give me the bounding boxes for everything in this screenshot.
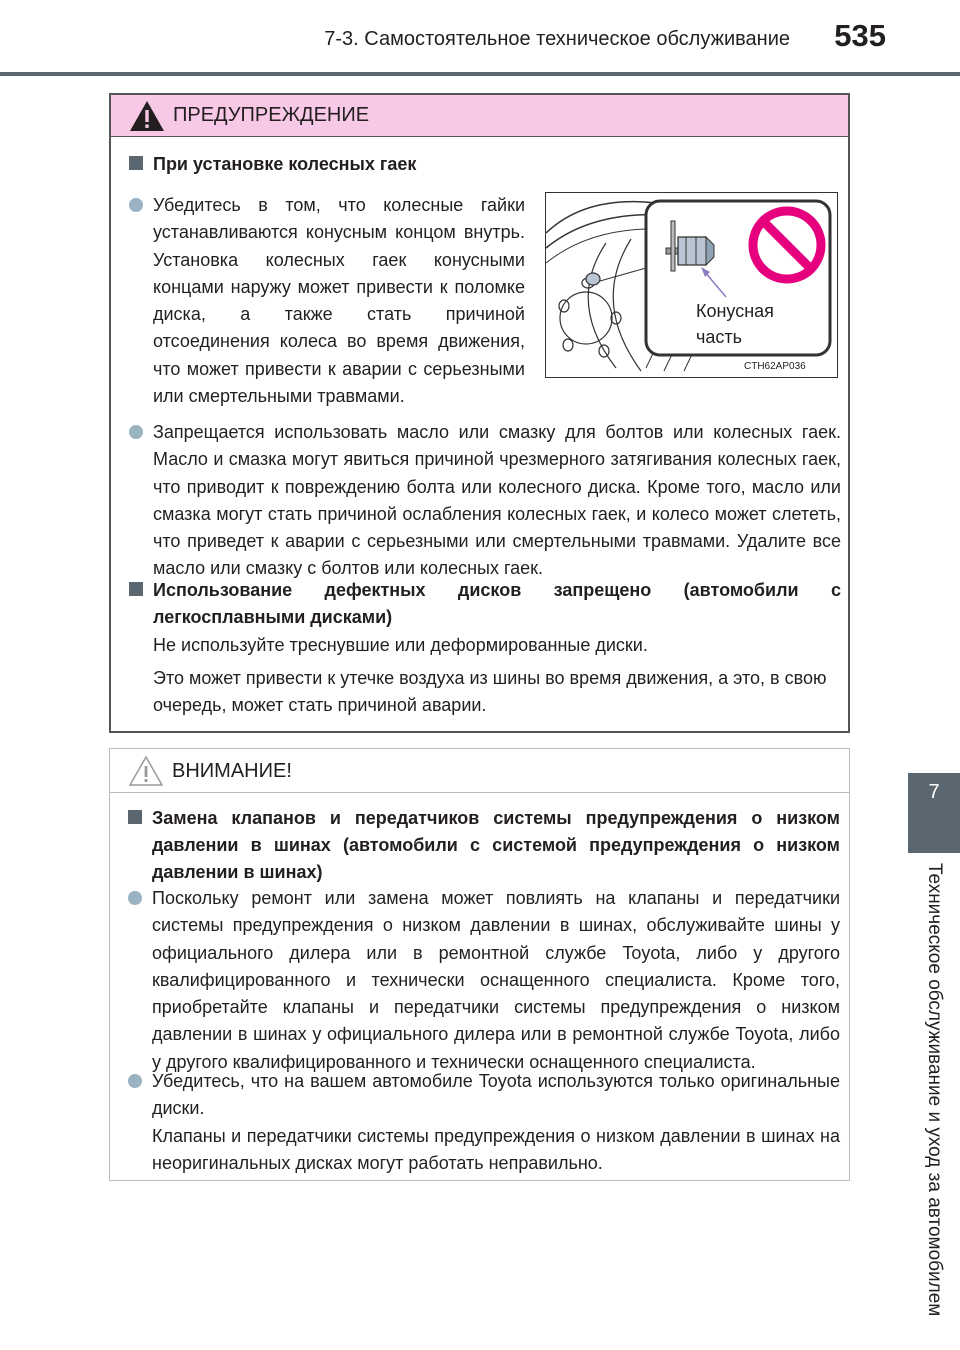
warning-heading: ПРЕДУПРЕЖДЕНИЕ	[173, 104, 370, 126]
section-defective-discs	[129, 577, 841, 631]
figure-code: CTH62AP036	[744, 361, 806, 372]
chapter-label: Техническое обслуживание и уход за автомобилем	[924, 863, 945, 1317]
notice-box	[109, 748, 850, 1181]
notice-header	[110, 749, 849, 793]
section-title: 7-3. Самостоятельное техническое обслуживание	[324, 28, 790, 50]
square-bullet-icon	[128, 810, 142, 824]
round-bullet-icon	[129, 425, 143, 439]
bullet-text-continued: Клапаны и передатчики системы предупреждения о низком давлении в шинах на неоригинальных дисках могут работать неправильно.	[152, 1125, 840, 1173]
bullet-text: Запрещается использовать масло или смазку для болтов или колесных гаек. Масло и смазка могут явиться причиной чрезмерного затягивания колесных гаек, что приводит к повреждению болта или колесного диска. Кроме того, масло или смазка могут стать причиной ослабления колесных гаек, и колесо может слететь, что приведет к аварии с серьезными или смертельными травмами. Удалите все масло или смазку с болтов или колесных гаек.	[153, 422, 841, 579]
bullet-genuine-discs	[128, 1068, 840, 1177]
bullet-text: Убедитесь в том, что колесные гайки устанавливаются конусным концом внутрь. Установка колесных гаек конусными концами наружу может привести к поломке диска, а также стать причиной отсоединения колеса во время движения, что может привести к аварии с серьезными или смертельными травмами.	[153, 195, 525, 407]
bullet-service-tpms	[128, 885, 840, 1076]
wheel-nut-figure	[545, 192, 838, 378]
section-tpms	[128, 805, 840, 886]
figure-callout-label-1: Конусная	[696, 301, 774, 321]
square-bullet-icon	[129, 156, 143, 170]
square-bullet-icon	[129, 582, 143, 596]
section-title-tpms: Замена клапанов и передатчиков системы предупреждения о низком давлении в шинах (автомобили с системой предупреждения о низком давлении в шинах)	[152, 808, 840, 882]
round-bullet-icon	[129, 198, 143, 212]
defective-discs-text-2: Это может привести к утечке воздуха из шины во время движения, а это, в свою очередь, может стать причиной аварии.	[153, 668, 827, 716]
section-title-defective-discs: Использование дефектных дисков запрещено (автомобили с легкосплавными дисками)	[153, 580, 841, 627]
bullet-text: Убедитесь, что на вашем автомобиле Toyota используются только оригинальные диски.	[152, 1071, 840, 1119]
wheel-nut-illustration	[546, 193, 837, 377]
warning-box	[109, 93, 850, 733]
bullet-text: Поскольку ремонт или замена может повлиять на клапаны и передатчики системы предупреждения о низком давлении в шинах, обслуживайте шины у официального дилера или в ремонтной службе Toyota, либо у другого квалифицированного и технически оснащенного специалиста. Кроме того, приобретайте клапаны и передатчики системы предупреждения о низком давлении в шинах у официального дилера или в ремонтной службе Toyota, либо у другого квалифицированного и технически оснащенного специалиста.	[152, 888, 840, 1072]
notice-heading: ВНИМАНИЕ!	[172, 760, 292, 782]
caution-triangle-icon	[128, 755, 164, 787]
chapter-number: 7	[928, 781, 940, 803]
bullet-cone-end	[129, 192, 525, 410]
round-bullet-icon	[128, 1074, 142, 1088]
defective-discs-text-1: Не используйте треснувшие или деформированные диски.	[153, 635, 648, 655]
header-divider	[0, 72, 960, 76]
bullet-no-oil	[129, 419, 841, 583]
chapter-tab	[908, 773, 960, 853]
warning-triangle-icon	[129, 100, 165, 132]
section-wheel-nuts	[129, 151, 839, 179]
page-number: 535	[834, 18, 886, 53]
round-bullet-icon	[128, 891, 142, 905]
figure-callout-label-2: часть	[696, 327, 743, 347]
section-title-wheel-nuts: При установке колесных гаек	[153, 154, 417, 174]
warning-header	[111, 95, 848, 137]
